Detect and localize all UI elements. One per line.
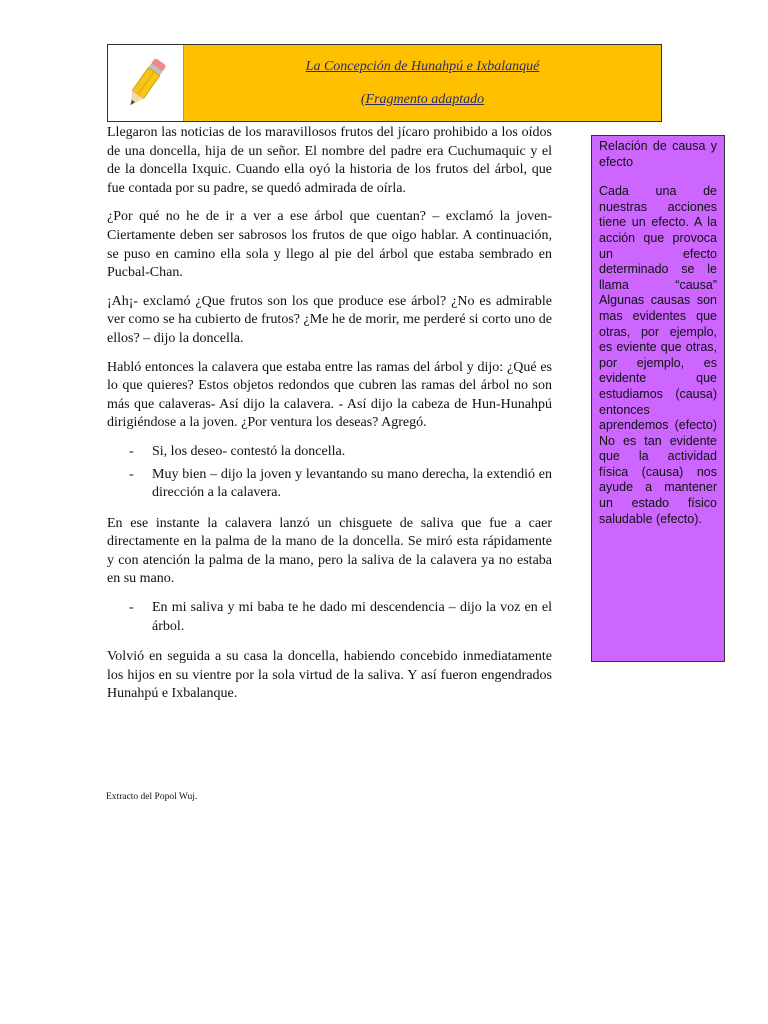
sidebar-body: Cada una de nuestras acciones tiene un efecto. A la acción que provoca un efecto determinado se le llama “causa” Algunas causas son mas evidentes que otras, por ejemplo, es eviente que otras, por ejemplo, es evidente que estudiamos (causa) entonces aprendemos (efecto) No es tan evidente que la actividad física (causa) nos ayude a mantener un estado físico saludable (efecto).: [599, 184, 717, 526]
paragraph: Llegaron las noticias de los maravillosos frutos del jícaro prohibido a los oídos de una doncella, hija de un señor. El nombre del padre era Cuchumaquic y el de la doncella Ixquic. Cuando ella oyó la historia de los frutos del árbol, que fue contada por su padre, se quedó admirada de oírla.: [107, 125, 552, 196]
pencil-icon: [116, 53, 176, 113]
dialogue-item: [107, 599, 552, 636]
source-note: Extracto del Popol Wuj.: [106, 792, 198, 802]
page-title: La Concepción de Hunahpú e Ixbalanqué: [305, 59, 540, 74]
story-text: [107, 124, 552, 714]
dialogue-list: [107, 599, 552, 636]
dialogue-item: [107, 443, 552, 462]
pencil-image: [108, 45, 184, 121]
paragraph: Habló entonces la calavera que estaba entre las ramas del árbol y dijo: ¿Qué es lo que quieres? Estos objetos redondos que cubren las ramas del árbol no son más que calaveras- Así dijo la calavera. - Así dijo la cabeza de Hun-Hunahpú dirigiéndose a la joven. ¿Por ventura los deseas? Agregó.: [107, 359, 552, 431]
cause-effect-box: [591, 135, 725, 662]
paragraph: ¡Ah¡- exclamó ¿Que frutos son los que produce ese árbol? ¿No es admirable ver como se ha cubierto de frutos? ¿Me he de morir, me perderé si corto uno de ellos? – dijo la doncella.: [107, 293, 552, 346]
title-banner: [107, 44, 662, 122]
dash-bullet: -: [129, 600, 134, 616]
dash-bullet: -: [129, 443, 134, 459]
dialogue-list: [107, 443, 552, 503]
dialogue-text: Muy bien – dijo la joven y levantando su mano derecha, la extendió en dirección a la calavera.: [152, 466, 552, 501]
sidebar-title: Relación de causa y efecto: [599, 139, 717, 169]
dash-bullet: -: [129, 466, 134, 482]
page-subtitle: (Fragmento adaptado: [360, 92, 485, 107]
paragraph: ¿Por qué no he de ir a ver a ese árbol que cuentan? – exclamó la joven- Ciertamente deben ser sabrosos los frutos de que oigo hablar. A continuación, se puso en camino ella sola y llego al pie del árbol que estaba sembrado en Pucbal-Chan.: [107, 209, 552, 281]
dialogue-item: [107, 466, 552, 503]
paragraph: Volvió en seguida a su casa la doncella, habiendo concebido inmediatamente los hijos en su vientre por la sola virtud de la saliva. Y así fueron engendrados Hunahpú e Ixbalanque.: [107, 649, 552, 702]
paragraph: En ese instante la calavera lanzó un chisguete de saliva que fue a caer directamente en la palma de la mano de la doncella. Se miró esta rápidamente y con atención la palma de la mano, pero la saliva de la calavera ya no estaba en su mano.: [107, 515, 552, 587]
dialogue-text: En mi saliva y mi baba te he dado mi descendencia – dijo la voz en el árbol.: [152, 600, 552, 634]
dialogue-text: Si, los deseo- contestó la doncella.: [152, 443, 346, 459]
